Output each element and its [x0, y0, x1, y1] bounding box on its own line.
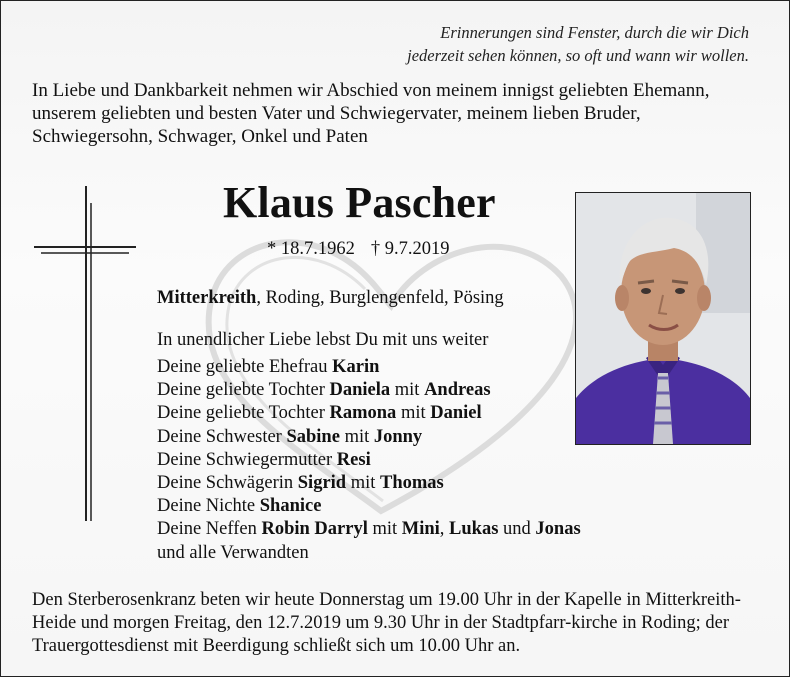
death-date: † 9.7.2019 [370, 239, 450, 259]
quote-line-1: Erinnerungen sind Fenster, durch die wir Dich [440, 23, 749, 42]
motto-line: In unendlicher Liebe lebst Du mit uns weiter [157, 330, 489, 350]
other-places: , Roding, Burglengenfeld, Pösing [256, 288, 504, 308]
home-place: Mitterkreith [157, 288, 257, 308]
portrait-photo [575, 192, 751, 445]
mourner-row-relatives: und alle Verwandten [157, 542, 309, 563]
memorial-quote [407, 21, 749, 67]
intro-text: In Liebe und Dankbarkeit nehmen wir Abschied von meinem innigst geliebten Ehemann, unserem geliebten und besten Vater und Schwiegervater, meinem lieben Bruder, Schwiegersohn, Schwager, Onkel und Paten [32, 80, 710, 147]
mourner-row: Deine geliebte Tochter Ramona mit Daniel [157, 403, 482, 424]
places-line [157, 286, 504, 310]
mourner-row: Deine Schwiegermutter Resi [157, 449, 371, 470]
quote-line-2: jederzeit sehen können, so oft und wann wir wollen. [407, 46, 749, 65]
service-info: Den Sterberosenkranz beten wir heute Donnerstag um 19.00 Uhr in der Kapelle in Mitterkreith-Heide und morgen Freitag, den 12.7.2019 um 9.30 Uhr in der Stadtpfarr-kirche in Roding; der Trauergottesdienst mit Beerdigung schließt sich um 10.00 Uhr an. [32, 590, 741, 656]
mourner-row: Deine Neffen Robin Darryl mit Mini, Lukas und Jonas [157, 519, 581, 540]
cross-icon [31, 181, 141, 526]
life-dates [267, 237, 450, 261]
mourner-row: Deine Schwägerin Sigrid mit Thomas [157, 473, 444, 494]
mourner-row: Deine Schwester Sabine mit Jonny [157, 426, 423, 447]
mourners-list [157, 356, 581, 565]
portrait-illustration [576, 193, 750, 444]
mourner-row: Deine Nichte Shanice [157, 496, 322, 517]
mourner-row: Deine geliebte Tochter Daniela mit Andreas [157, 380, 491, 401]
mourner-row: Deine geliebte Ehefrau Karin [157, 357, 380, 377]
deceased-name: Klaus Pascher [223, 178, 496, 227]
birth-date: * 18.7.1962 [267, 239, 355, 259]
